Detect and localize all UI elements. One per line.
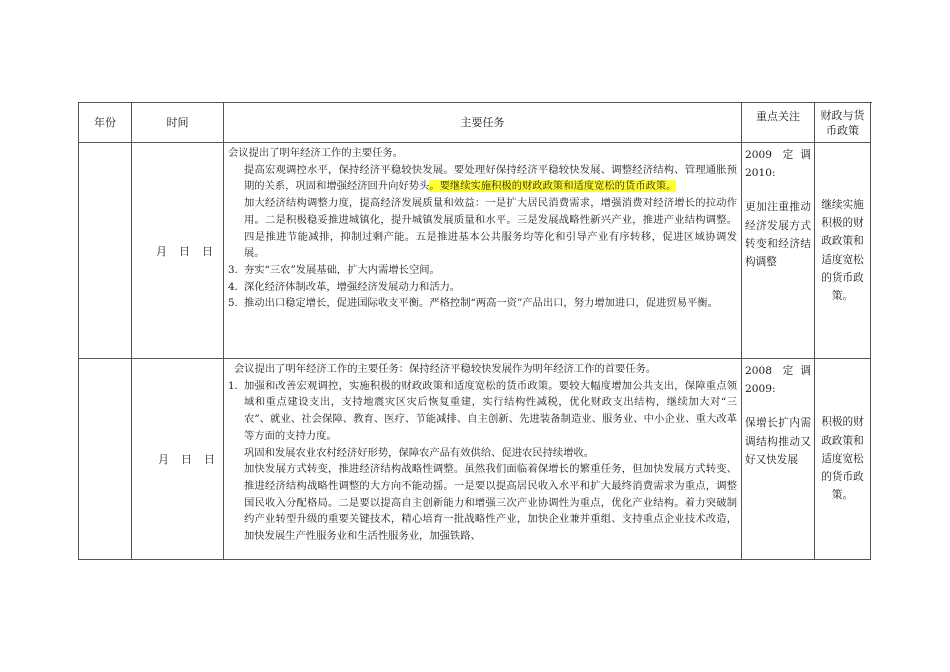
row2-focus-head: 2008 定调 2009: — [745, 365, 811, 396]
row1-focus-head: 2009 定调 2010: — [745, 149, 811, 180]
row2-task-1: 1. 加强和改善宏观调控，实施积极的财政政策和适度宽松的货币政策。要较大幅度增加公共支出，保障重点领域和重点建设支出，支持地震灾区灾后恢复重建，实行结构性减税，优化财政支出结构，继续加大对“三农”、就业、社会保障、教育、医疗、节能减排、自主创新、先进装备制造业、服务业、中小企业、重大改革等方面的支持力度。 — [228, 379, 737, 442]
economic-work-table — [78, 102, 872, 560]
row2-policy: 积极的财政政策和适度宽松的货币政策。 — [815, 359, 871, 560]
header-time: 时间 — [132, 103, 224, 143]
row2-task-2: 巩固和发展农业农村经济好形势，保障农产品有效供给、促进农民持续增收。 — [244, 446, 595, 459]
row1-policy: 继续实施积极的财政政策和适度宽松的货币政策。 — [815, 143, 871, 359]
header-policy: 财政与货 币政策 — [815, 103, 871, 143]
row1-highlight: 。要继续实施积极的财政政策和适度宽松的货币政策。 — [429, 180, 677, 193]
row2-year — [79, 359, 132, 560]
row2-focus-body: 保增长扩内需调结构推动又好又快发展 — [745, 417, 811, 466]
row1-task-2: 加大经济结构调整力度，提高经济发展质量和效益：一是扩大居民消费需求，增强消费对经济增长的拉动作用。二是积极稳妥推进城镇化，提升城镇发展质量和水平。三是发展战略性新兴产业，推进产业结构调整。四是推进节能减排，抑制过剩产能。五是推进基本公共服务均等化和引导产业有序转移，促进区域协调发展。 — [244, 197, 737, 260]
row1-year — [79, 143, 132, 359]
row2-task-3: 加快发展方式转变，推进经济结构战略性调整。虽然我们面临着保增长的繁重任务，但加快发展方式转变、推进经济结构战略性调整的大方向不能动摇。一是要以提高居民收入水平和扩大最终消费需求为重点，调整国民收入分配格局。二是要以提高自主创新能力和增强三次产业协调性为重点，优化产业结构。着力突破制约产业转型升级的重要关键技术，精心培育一批战略性产业，加快企业兼并重组、支持重点企业技术改造，加快发展生产性服务业和生活性服务业，加强铁路、 — [244, 463, 737, 543]
row1-focus — [742, 143, 815, 359]
row2-focus — [742, 359, 815, 560]
row1-task-4: 4. 深化经济体制改革，增强经济发展动力和活力。 — [228, 280, 461, 293]
row1-task-3: 3. 夯实“三农”发展基础，扩大内需增长空间。 — [228, 263, 440, 276]
row2-intro: 会议提出了明年经济工作的主要任务：保持经济平稳较快发展作为明年经济工作的首要任务。 — [234, 363, 657, 375]
row1-intro: 会议提出了明年经济工作的主要任务。 — [228, 147, 404, 159]
row2-date: 月 日 日 — [132, 359, 224, 560]
row1-tasks — [224, 143, 742, 359]
header-tasks: 主要任务 — [224, 103, 742, 143]
row2-tasks — [224, 359, 742, 560]
row1-date: 月 日 日 — [132, 143, 224, 359]
row1-task-5: 5. 推动出口稳定增长，促进国际收支平衡。严格控制“两高一资”产品出口，努力增加进口，促进贸易平衡。 — [228, 297, 718, 310]
row1-focus-body: 更加注重推动经济发展方式转变和经济结构调整 — [745, 201, 811, 269]
header-focus: 重点关注 — [742, 103, 815, 143]
row1-task-1: 提高宏观调控水平，保持经济平稳较快发展。要处理好保持经济平稳较快发展、调整经济结构、管理通胀预期的关系，巩固和增强经济回升向好势头。要继续实施积极的财政政策和适度宽松的货币政策。 — [244, 163, 737, 193]
header-year: 年份 — [79, 103, 132, 143]
